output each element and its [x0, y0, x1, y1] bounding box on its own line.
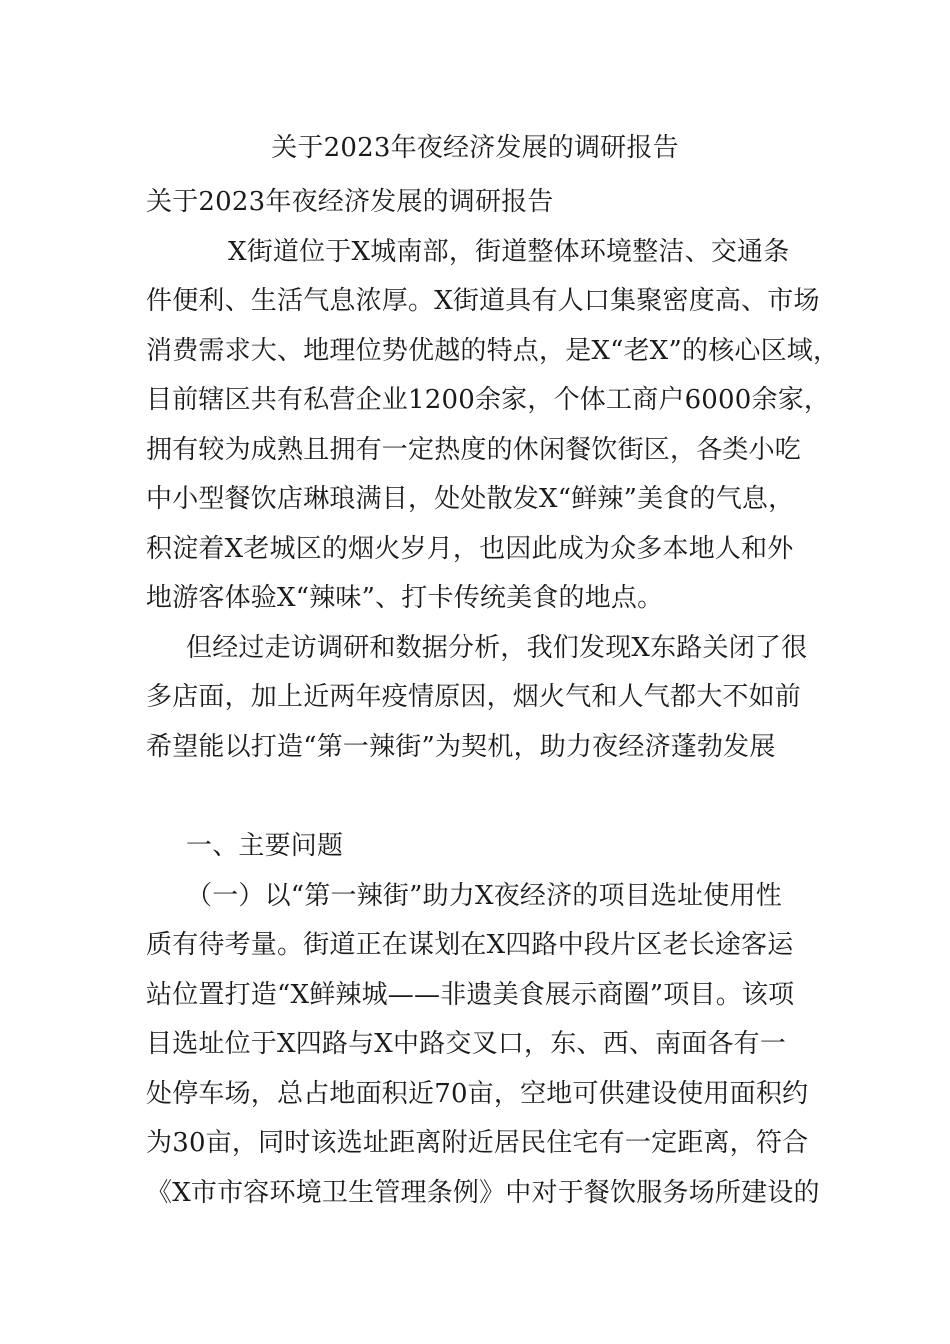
section-heading: 一、主要问题: [186, 831, 344, 861]
paragraph-line: 质有待考量。街道正在谋划在X四路中段片区老长途客运: [146, 930, 794, 960]
paragraph-line: 拥有较为成熟且拥有一定热度的休闲餐饮街区，各类小吃: [146, 435, 802, 465]
paragraph-line: （一）以“第一辣街”助力X夜经济的项目选址使用性: [186, 881, 782, 911]
paragraph-line: 目选址位于X四路与X中路交叉口，东、西、南面各有一: [146, 1029, 787, 1059]
document-subtitle: 关于2023年夜经济发展的调研报告: [146, 187, 554, 217]
paragraph-line: 但经过走访调研和数据分析，我们发现X东路关闭了很: [186, 633, 808, 663]
paragraph-line: 《X市市容环境卫生管理条例》中对于餐饮服务场所建设的: [146, 1178, 820, 1208]
paragraph-line: 处停车场，总占地面积近70亩，空地可供建设使用面积约: [146, 1079, 809, 1109]
paragraph-line: 为30亩，同时该选址距离附近居民住宅有一定距离，符合: [146, 1128, 809, 1158]
paragraph-line: 积淀着X老城区的烟火岁月，也因此成为众多本地人和外: [146, 534, 794, 564]
paragraph-line: 希望能以打造“第一辣街”为契机，助力夜经济蓬勃发展: [146, 732, 776, 762]
paragraph-line: 多店面，加上近两年疫情原因，烟火气和人气都大不如前: [146, 682, 802, 712]
paragraph-line: 中小型餐饮店琳琅满目，处处散发X“鲜辣”美食的气息，: [146, 484, 795, 514]
paragraph-line: 消费需求大、地理位势优越的特点，是X“老X”的核心区域，: [146, 336, 840, 366]
paragraph-line: X街道位于X城南部，街道整体环境整洁、交通条: [228, 237, 790, 267]
paragraph-line: 目前辖区共有私营企业1200余家，个体工商户6000余家，: [146, 385, 831, 415]
paragraph-line: 站位置打造“X鲜辣城——非遗美食展示商圈”项目。该项: [146, 980, 795, 1010]
paragraph-line: 地游客体验X“辣味”、打卡传统美食的地点。: [146, 583, 664, 613]
paragraph-line: 件便利、生活气息浓厚。X街道具有人口集聚密度高、市场: [146, 286, 820, 316]
document-title: 关于2023年夜经济发展的调研报告: [271, 133, 679, 163]
